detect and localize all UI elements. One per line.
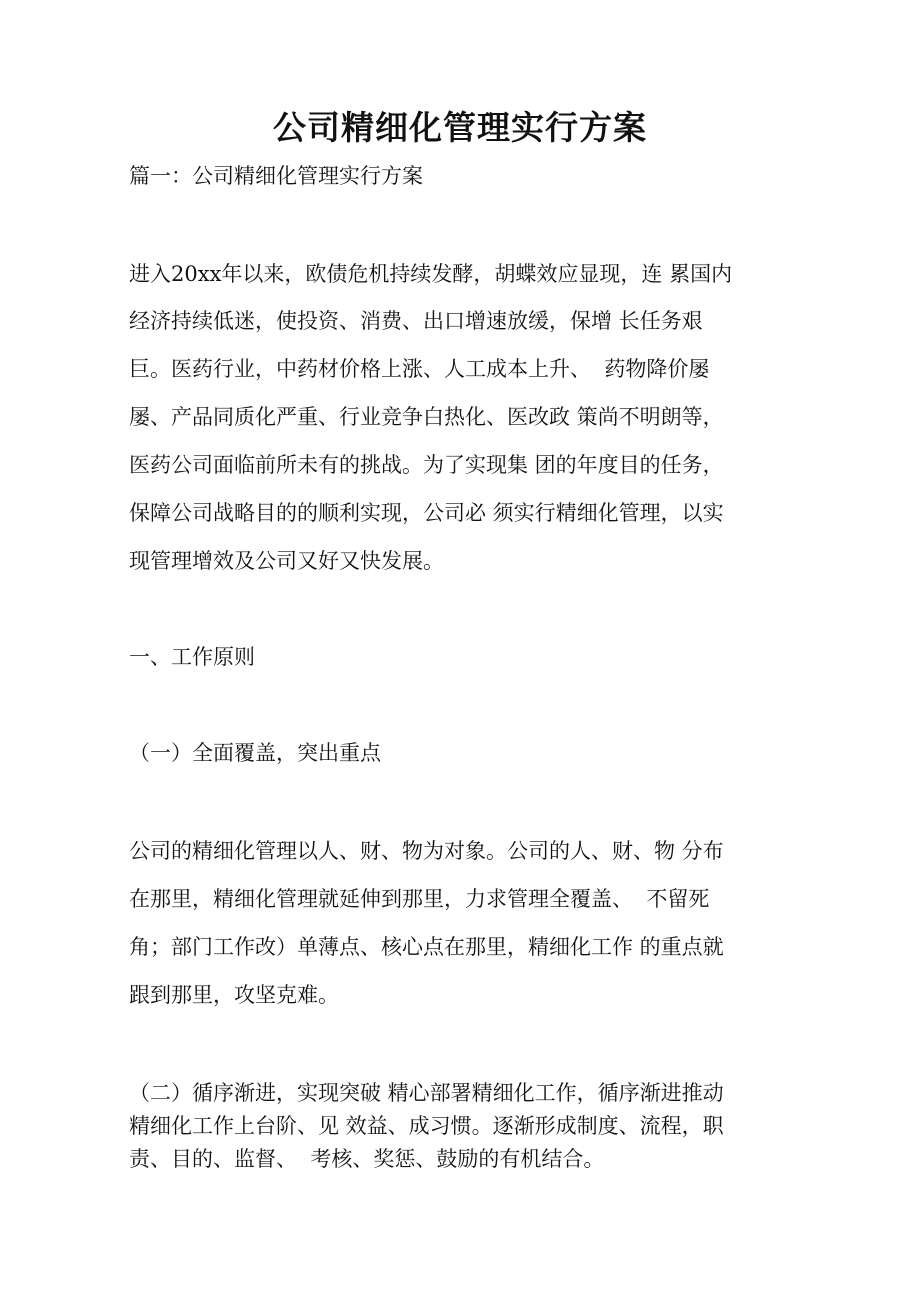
document-title: 公司精细化管理实行方案 [273,108,647,148]
subsection2-line-3: 责、目的、监督、 考核、奖惩、鼓励的有机结合。 [129,1147,605,1171]
subsection-heading-1: （一）全面覆盖，突出重点 [129,741,381,765]
document-subtitle: 篇一：公司精细化管理实行方案 [129,164,423,188]
section-heading-principles: 一、工作原则 [129,645,255,669]
intro-line-6: 保障公司战略目的的顺利实现，公司必 须实行精细化管理，以实 [129,501,724,525]
subsection2-line-2: 精细化工作上台阶、见 效益、成习惯。逐渐形成制度、流程，职 [129,1114,724,1138]
intro-line-1: 进入20xx年以来，欧债危机持续发酵，胡蝶效应显现，连 累国内 [129,262,733,286]
subsection1-line-1: 公司的精细化管理以人、财、物为对象。公司的人、财、物 分布 [129,839,724,863]
subsection1-line-4: 跟到那里，攻坚克难。 [129,983,339,1007]
intro-line-7: 现管理增效及公司又好又快发展。 [129,549,444,573]
subsection1-line-3: 角；部门工作改）单薄点、核心点在那里，精细化工作 的重点就 [129,935,724,959]
subsection2-line-1: （二）循序渐进，实现突破 精心部署精细化工作，循序渐进推动 [129,1081,724,1105]
intro-line-5: 医药公司面临前所未有的挑战。为了实现集 团的年度目的任务， [129,453,724,477]
subsection1-line-2: 在那里，精细化管理就延伸到那里，力求管理全覆盖、 不留死 [129,887,710,911]
intro-line-3: 巨。医药行业，中药材价格上涨、人工成本上升、 药物降价屡 [129,357,710,381]
intro-line-2: 经济持续低迷，使投资、消费、出口增速放缓，保增 长任务艰 [129,309,703,333]
intro-line-4: 屡、产品同质化严重、行业竞争白热化、医改政 策尚不明朗等， [129,405,724,429]
